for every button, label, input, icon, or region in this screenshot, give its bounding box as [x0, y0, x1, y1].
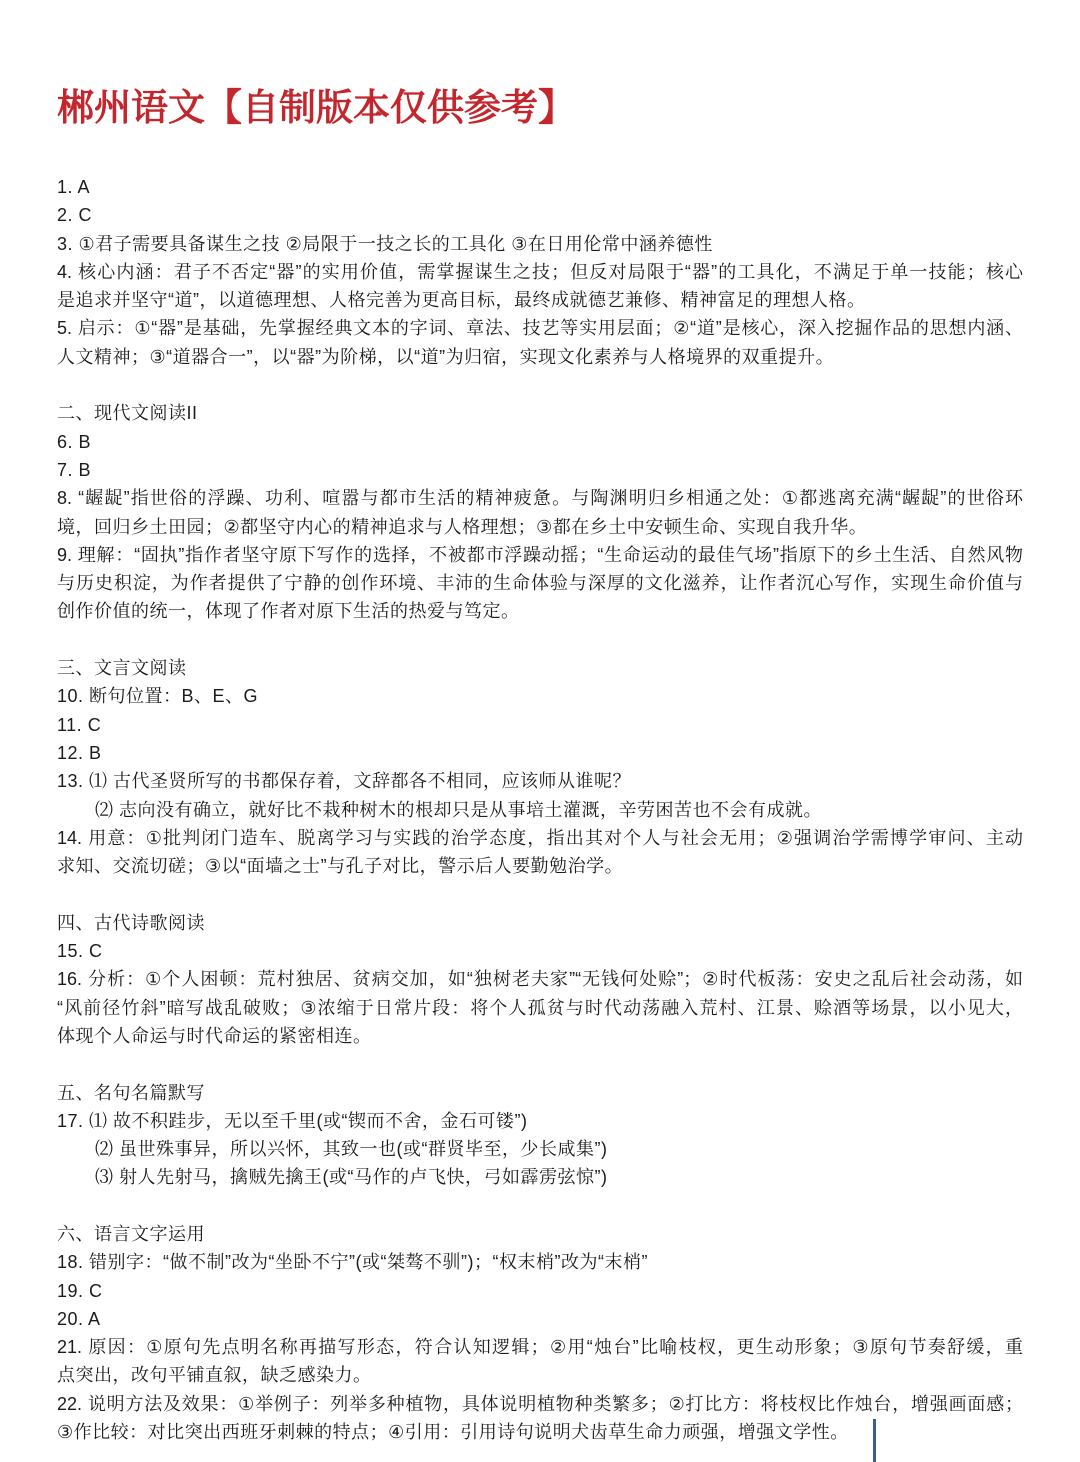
section-6 [57, 1220, 1023, 1446]
answer-8 [57, 484, 1023, 541]
answer-14-line-1: 14. 用意：①批判闭门造车、脱离学习与实践的治学态度，指出其对个人与社会无用；②强调治学需博学审问、主动 [57, 827, 1023, 848]
answer-11: 11. C [57, 714, 102, 735]
answer-18: 18. 错别字：“做不制”改为“坐卧不宁”(或“桀骜不驯”)；“权末梢”改为“末梢” [57, 1252, 648, 1273]
answer-13 [57, 767, 1023, 824]
answer-1: 1. A [57, 177, 91, 197]
page-title: 郴州语文【自制版本仅供参考】 [57, 87, 575, 128]
section-5 [57, 1079, 1023, 1192]
answer-8-line-1: 8. “龌龊”指世俗的浮躁、功利、喧嚣与都市生活的精神疲惫。与陶渊明归乡相通之处：①都逃离充满“龌龊”的世俗环 [57, 488, 1023, 509]
answer-16-line-1: 16. 分析：①个人困顿：荒村独居、贫病交加，如“独树老夫家”“无钱何处赊”；②时代板荡：安史之乱后社会动荡，如 [57, 969, 1023, 990]
answer-5 [57, 314, 1023, 371]
answer-16-line-3: 体现个人命运与时代命运的紧密相连。 [57, 1025, 372, 1046]
answer-21 [57, 1333, 1023, 1390]
answer-14 [57, 824, 1023, 881]
answer-8-line-2: 境，回归乡土田园；②都坚守内心的精神追求与人格理想；③都在乡土中安顿生命、实现自我升华。 [57, 516, 868, 537]
answer-2: 2. C [57, 205, 93, 226]
section-heading-3: 三、文言文阅读 [57, 658, 187, 679]
answer-14-line-2: 求知、交流切磋；③以“面墙之士”与孔子对比，警示后人要勤勉治学。 [57, 856, 624, 877]
answer-20: 20. A [57, 1308, 101, 1329]
answer-17-part-2: ⑵ 虽世殊事异，所以兴怀，其致一也(或“群贤毕至，少长咸集”) [95, 1139, 608, 1160]
section-2 [57, 399, 1023, 625]
answer-4 [57, 258, 1023, 315]
answer-17-part-1: 17. ⑴ 故不积跬步，无以至千里(或“锲而不舍，金石可镂”) [57, 1110, 528, 1131]
answer-5-line-2: 人文精神；③“道器合一”，以“器”为阶梯，以“道”为归宿，实现文化素养与人格境界的双重提升。 [57, 346, 835, 367]
answer-key [57, 173, 1023, 1446]
answer-16-line-2: “风前径竹斜”暗写战乱破败；③浓缩于日常片段：将个人孤贫与时代动荡融入荒村、江景、赊酒等场景，以小见大， [57, 997, 1023, 1018]
answer-4-line-1: 4. 核心内涵：君子不否定“器”的实用价值，需掌握谋生之技；但反对局限于“器”的工具化，不满足于单一技能；核心 [57, 261, 1023, 282]
answer-10: 10. 断句位置：B、E、G [57, 686, 259, 707]
section-heading-2: 二、现代文阅读II [57, 403, 198, 424]
answer-21-line-2: 点突出，改句平铺直叙，缺乏感染力。 [57, 1365, 372, 1386]
answer-13-part-2: ⑵ 志向没有确立，就好比不栽种树木的根却只是从事培土灌溉，辛劳困苦也不会有成就。 [95, 799, 822, 820]
answer-9 [57, 541, 1023, 626]
answer-5-line-1: 5. 启示：①“器”是基础，先掌握经典文本的字词、章法、技艺等实用层面；②“道”是核心，深入挖掘作品的思想内涵、 [57, 318, 1023, 339]
answer-17 [57, 1107, 1023, 1192]
answer-12: 12. B [57, 742, 102, 763]
answer-21-line-1: 21. 原因：①原句先点明名称再描写形态，符合认知逻辑；②用“烛台”比喻枝杈，更生动形象；③原句节奏舒缓，重 [57, 1337, 1023, 1358]
answer-22 [57, 1390, 1023, 1447]
answer-19: 19. C [57, 1280, 103, 1301]
answer-9-line-1: 9. 理解：“固执”指作者坚守原下写作的选择，不被都市浮躁动摇；“生命运动的最佳气场”指原下的乡土生活、自然风物 [57, 544, 1023, 565]
section-3 [57, 654, 1023, 880]
section-1 [57, 173, 1023, 371]
answer-9-line-3: 创作价值的统一，体现了作者对原下生活的热爱与笃定。 [57, 601, 520, 622]
text-cursor [873, 1419, 876, 1462]
section-heading-6: 六、语言文字运用 [57, 1223, 205, 1244]
answer-6: 6. B [57, 431, 92, 452]
answer-9-line-2: 与历史积淀，为作者提供了宁静的创作环境、丰沛的生命体验与深厚的文化滋养，让作者沉心写作，实现生命价值与 [57, 573, 1023, 594]
answer-22-line-2: ③作比较：对比突出西班牙刺棘的特点；④引用：引用诗句说明犬齿草生命力顽强，增强文学性。 [57, 1422, 849, 1443]
answer-16 [57, 965, 1023, 1050]
answer-15: 15. C [57, 941, 103, 962]
answer-4-line-2: 是追求并坚守“道”，以道德理想、人格完善为更高目标，最终成就德艺兼修、精神富足的理想人格。 [57, 290, 866, 311]
answer-22-line-1: 22. 说明方法及效果：①举例子：列举多种植物，具体说明植物种类繁多；②打比方：将枝杈比作烛台，增强画面感； [57, 1393, 1023, 1414]
answer-7: 7. B [57, 459, 92, 480]
section-heading-5: 五、名句名篇默写 [57, 1082, 205, 1103]
answer-17-part-3: ⑶ 射人先射马，擒贼先擒王(或“马作的卢飞快，弓如霹雳弦惊”) [95, 1167, 608, 1188]
answer-3: 3. ①君子需要具备谋生之技 ②局限于一技之长的工具化 ③在日用伦常中涵养德性 [57, 233, 713, 254]
answer-13-part-1: 13. ⑴ 古代圣贤所写的书都保存着，文辞都各不相同，应该师从谁呢？ [57, 771, 632, 792]
section-4 [57, 909, 1023, 1050]
section-heading-4: 四、古代诗歌阅读 [57, 912, 205, 933]
